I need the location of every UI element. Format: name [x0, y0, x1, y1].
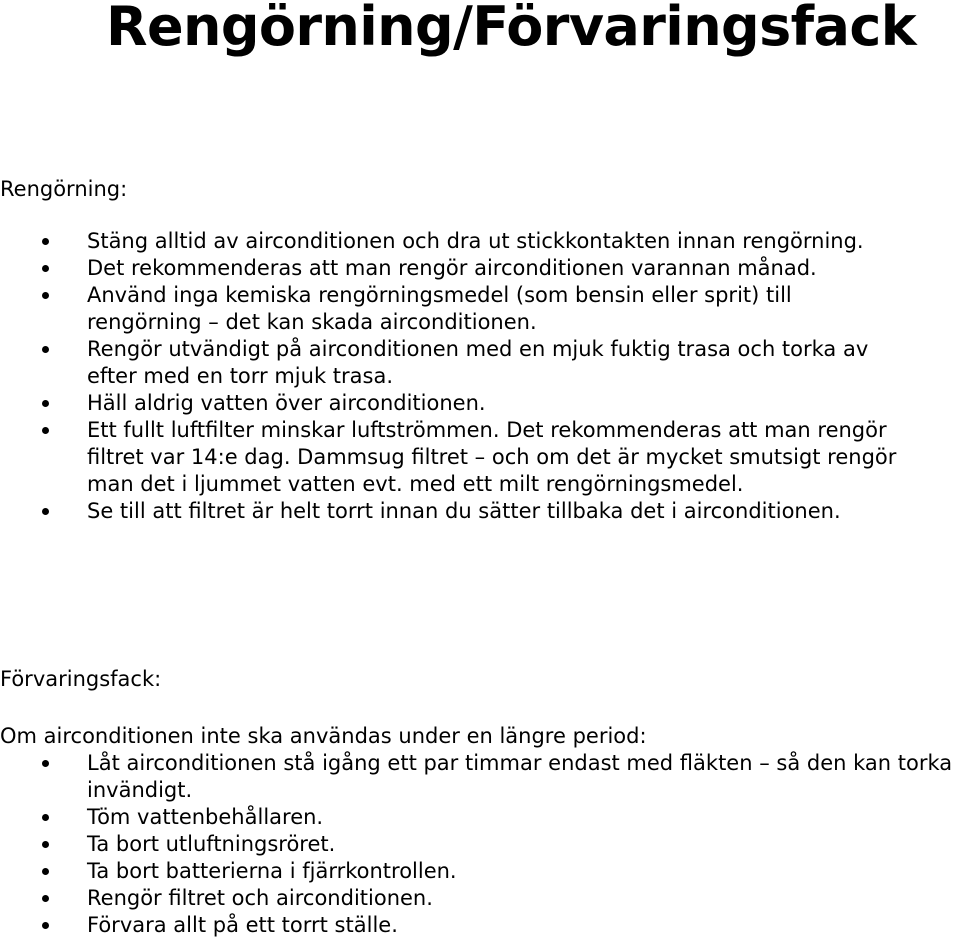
storage-list	[0, 750, 960, 939]
list-item: Ta bort utluftningsröret.	[0, 831, 960, 858]
list-item: Rengör utvändigt på airconditionen med en mjuk fuktig trasa och torka av efter med en torr mjuk trasa.	[0, 336, 900, 390]
storage-heading: Förvaringsfack:	[0, 667, 162, 691]
list-item: Ett fullt luftfilter minskar luftströmmen. Det rekommenderas att man rengör filtret var 14:e dag. Dammsug filtret – och om det är mycket smutsigt rengör man det i ljummet vatten evt. med ett milt rengörningsmedel.	[0, 417, 900, 498]
list-item: Töm vattenbehållaren.	[0, 804, 960, 831]
list-item: Det rekommenderas att man rengör airconditionen varannan månad.	[0, 255, 900, 282]
list-item: Häll aldrig vatten över airconditionen.	[0, 390, 900, 417]
storage-intro: Om airconditionen inte ska användas under en längre period:	[0, 724, 647, 748]
list-item: Låt airconditionen stå igång ett par timmar endast med fläkten – så den kan torka invändigt.	[0, 750, 960, 804]
page-title: Rengörning/Förvaringsfack	[106, 0, 917, 58]
list-item: Använd inga kemiska rengörningsmedel (som bensin eller sprit) till rengörning – det kan skada airconditionen.	[0, 282, 900, 336]
list-item: Ta bort batterierna i fjärrkontrollen.	[0, 858, 960, 885]
cleaning-heading: Rengörning:	[0, 177, 128, 201]
list-item: Rengör filtret och airconditionen.	[0, 885, 960, 912]
list-item: Stäng alltid av airconditionen och dra ut stickkontakten innan rengörning.	[0, 228, 900, 255]
cleaning-list	[0, 228, 900, 525]
list-item: Se till att filtret är helt torrt innan du sätter tillbaka det i airconditionen.	[0, 498, 900, 525]
list-item: Förvara allt på ett torrt ställe.	[0, 912, 960, 939]
